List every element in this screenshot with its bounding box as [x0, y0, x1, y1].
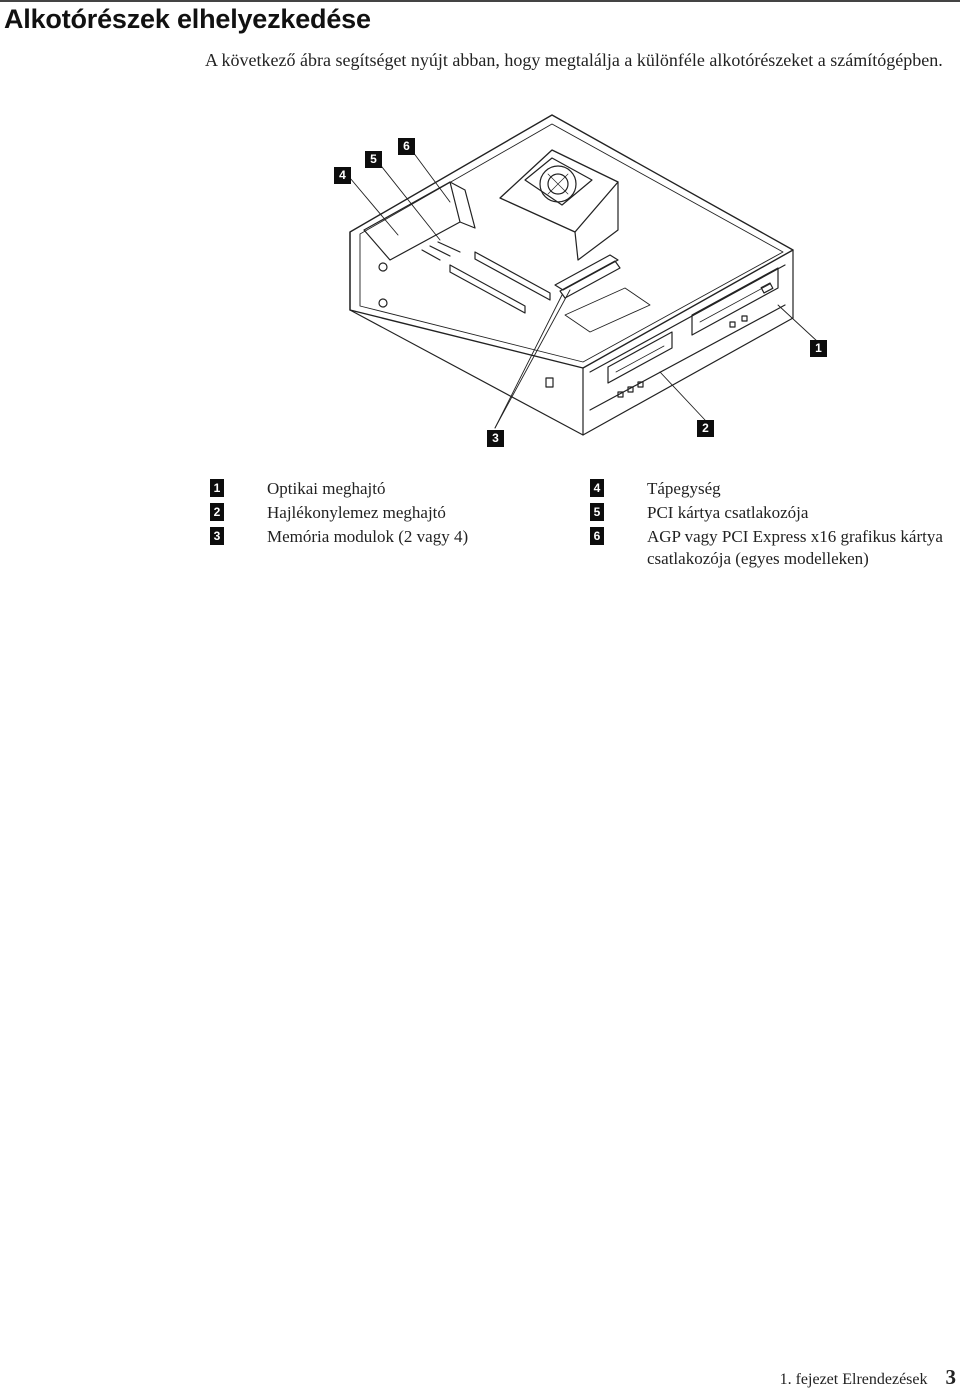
legend-text: PCI kártya csatlakozója [647, 503, 809, 522]
legend-number: 4 [590, 479, 604, 497]
legend-left [210, 478, 590, 550]
computer-figure [300, 110, 860, 470]
legend-number: 2 [210, 503, 224, 521]
callout-2: 2 [697, 420, 714, 437]
callout-4: 4 [334, 167, 351, 184]
callout-6: 6 [398, 138, 415, 155]
intro-paragraph: A következő ábra segítséget nyújt abban, hogy megtalálja a különféle alkotórészeket a számítógépben. [205, 50, 943, 70]
legend-text: AGP vagy PCI Express x16 grafikus kártya csatlakozója (egyes modelleken) [647, 527, 943, 568]
legend-text: Optikai meghajtó [267, 479, 386, 498]
page-number: 3 [945, 1365, 956, 1389]
header-rule [0, 0, 960, 2]
legend-right [590, 478, 955, 572]
callout-1: 1 [810, 340, 827, 357]
legend-item-optical-drive [210, 478, 590, 500]
legend-number: 6 [590, 527, 604, 545]
legend-number: 5 [590, 503, 604, 521]
legend-text: Hajlékonylemez meghajtó [267, 503, 446, 522]
legend-item-power-supply [590, 478, 955, 500]
chapter-label: 1. fejezet Elrendezések [779, 1371, 928, 1388]
legend-item-pci-connector [590, 502, 955, 524]
legend-number: 1 [210, 479, 224, 497]
legend-text: Memória modulok (2 vagy 4) [267, 527, 469, 546]
legend-item-graphics-connector [590, 526, 955, 570]
legend-number: 3 [210, 527, 224, 545]
callout-3: 3 [487, 430, 504, 447]
legend-text: Tápegység [647, 479, 721, 498]
legend-item-memory-modules [210, 526, 590, 548]
callout-5: 5 [365, 151, 382, 168]
section-title: Alkotórészek elhelyezkedése [4, 4, 371, 34]
legend-item-floppy-drive [210, 502, 590, 524]
computer-illustration [300, 110, 860, 470]
page-footer [780, 1365, 956, 1390]
